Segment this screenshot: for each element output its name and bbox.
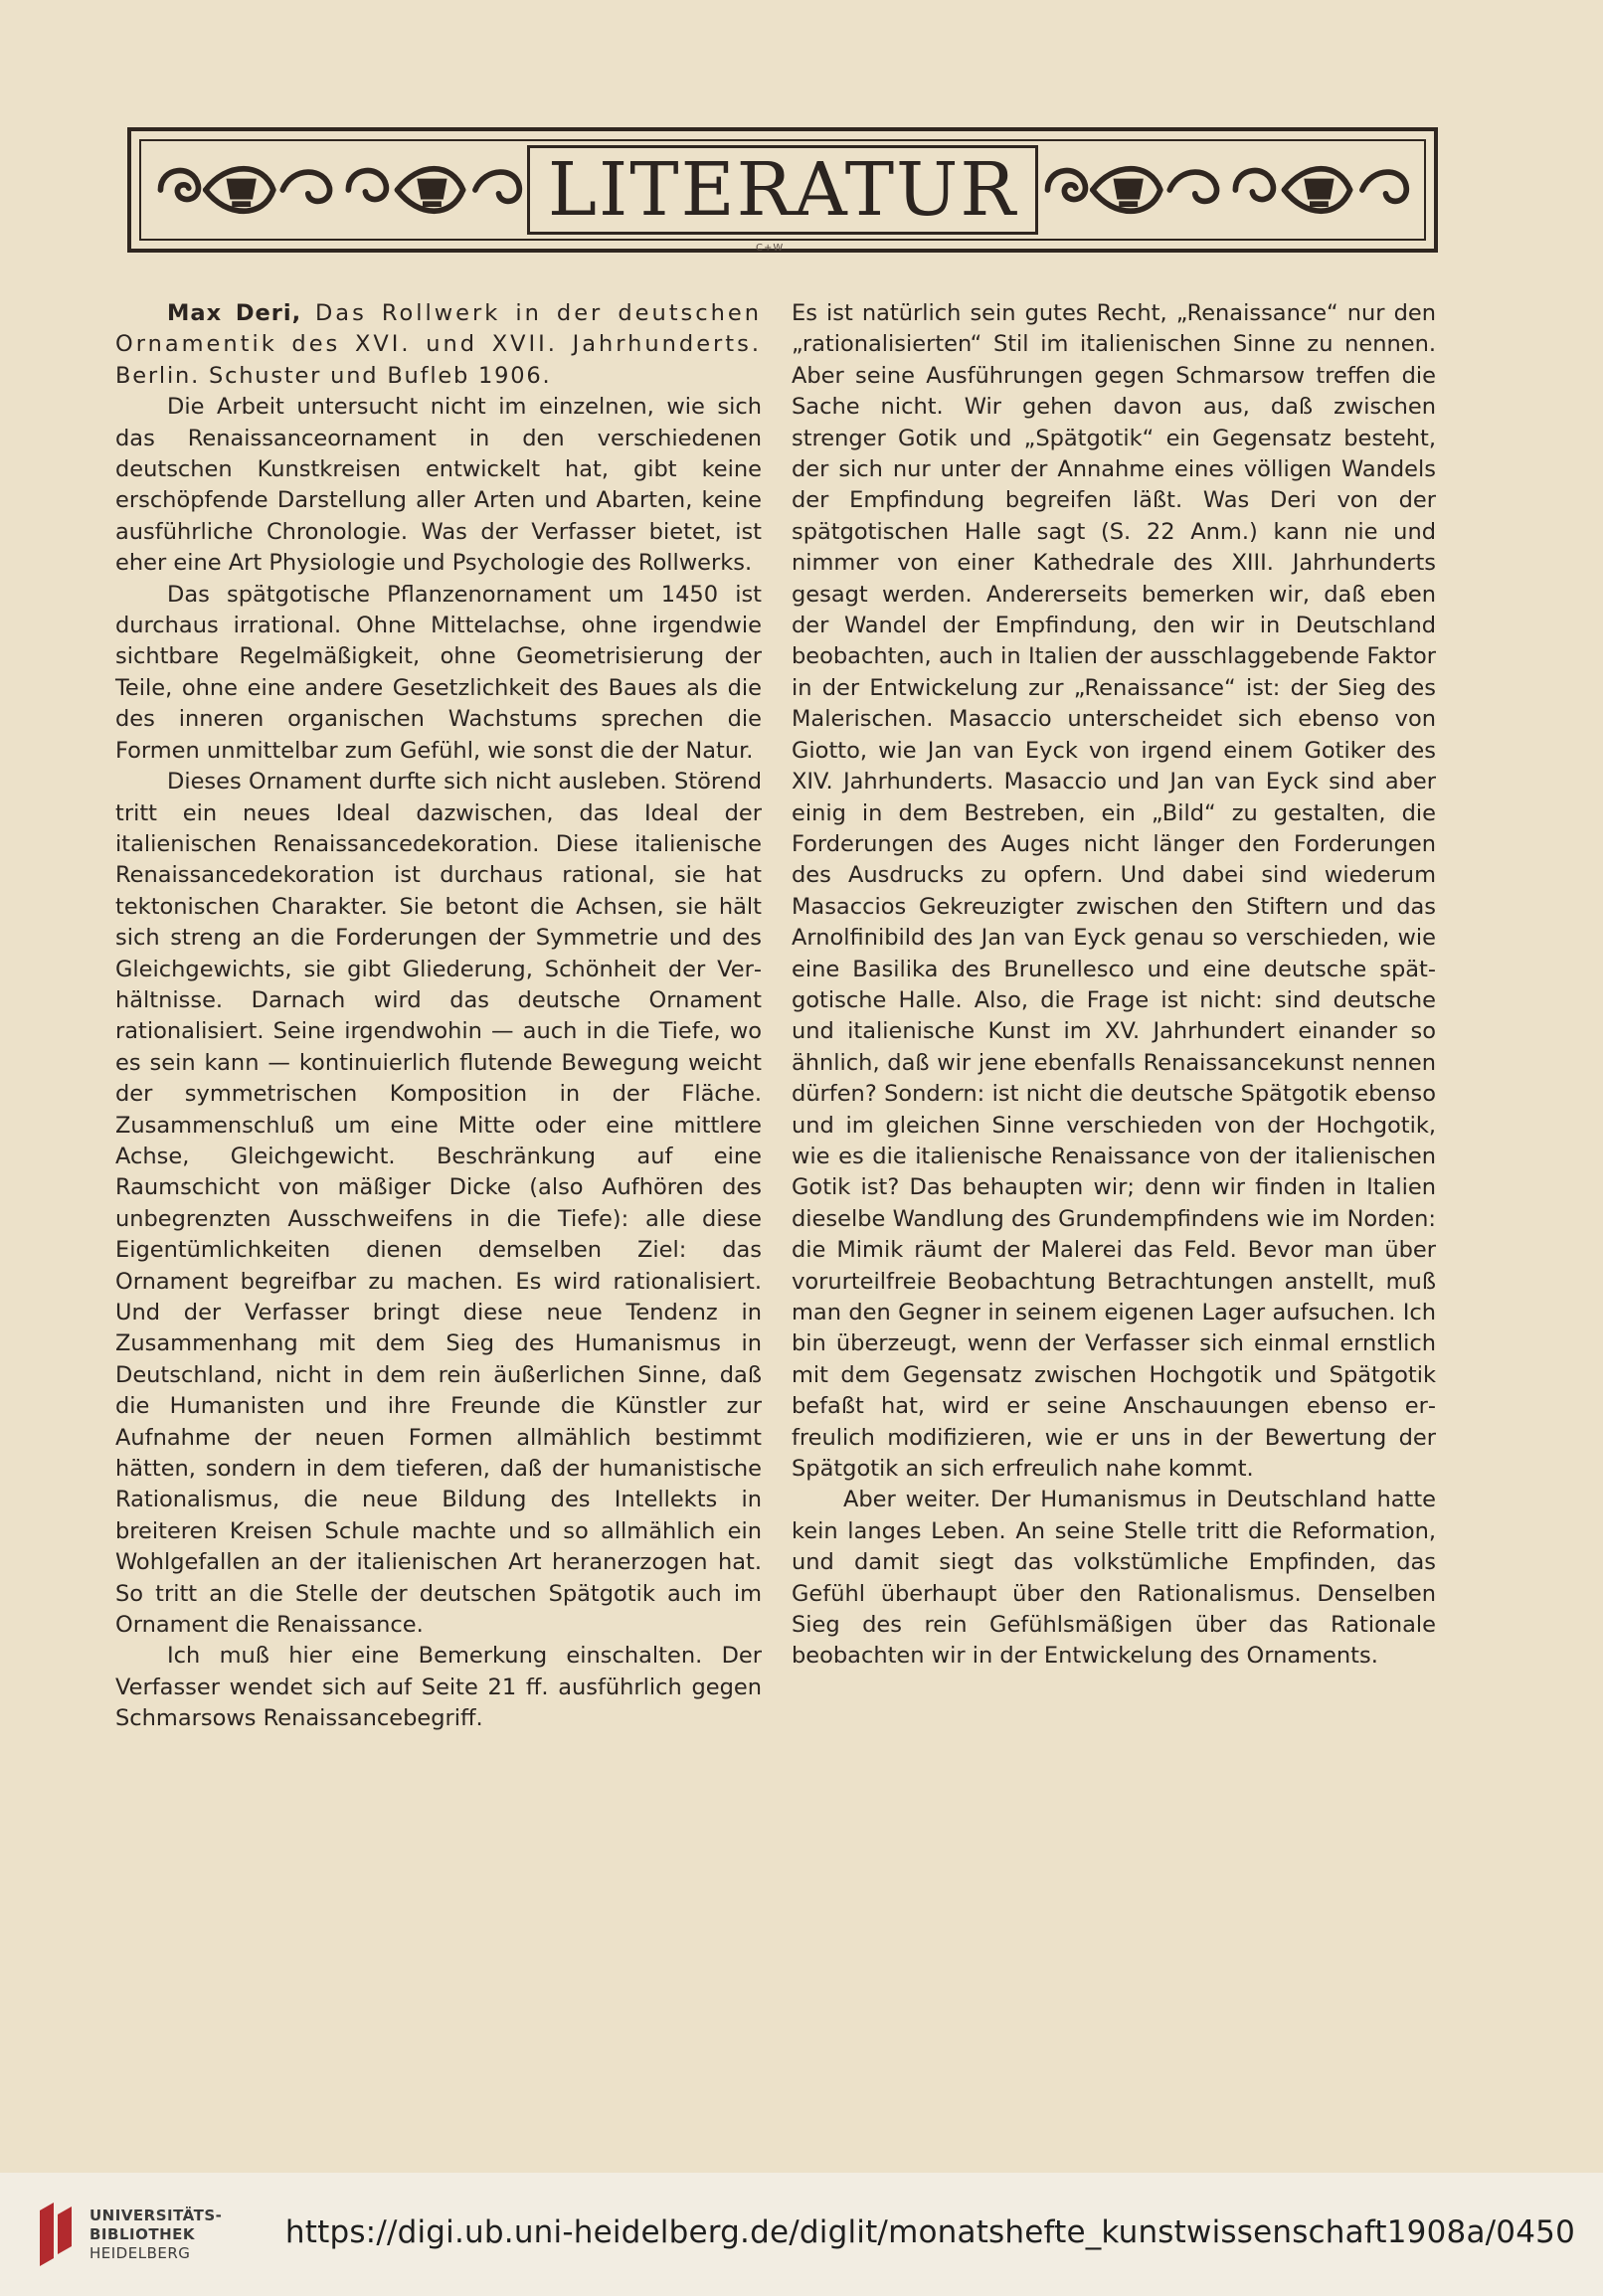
left-paragraph: Ich muß hier eine Bemerkung einschalten. Der Verfasser wendet sich auf Seite 21 ff. ausführlich gegen Schmarsows Renaissancebegriff. [115, 1643, 762, 1732]
left-paragraph: Dieses Ornament durfte sich nicht ausleben. Störend tritt ein neues Ideal dazwischen, das Ideal der italienischen Renaissancedekoration. Diese italienische Renaissancedekoration ist durchaus rational, sie hat tektonischen Charakter. Sie betont die Achsen, sie hält sich streng an die Forderungen der Symmetrie und des Gleichgewichts, sie gibt Gliederung, Schönheit der Verhältnisse. Darnach wird das deutsche Ornament rationalisiert. Seine irgendwohin — auch in die Tiefe, wo es sein kann — kontinuierlich flutende Bewegung weicht der symmetrischen Komposition in der Fläche. Zusammenschluß um eine Mitte oder eine mittlere Achse, Gleichgewicht. Beschränkung auf eine Raumschicht von mäßiger Dicke (also Aufhören des unbegrenzten Ausschweifens in die Tiefe): alle diese Eigentümlichkeiten dienen demselben Ziel: das Ornament begreifbar zu machen. Es wird rationalisiert. Und der Verfasser bringt diese neue Tendenz in Zusammenhang mit dem Sieg des Humanismus in Deutschland, nicht in dem rein äußerlichen Sinne, daß die Humanisten und ihre Freunde die Künstler zur Aufnahme der neuen Formen allmählich bestimmt hätten, sondern in dem tieferen, daß der humanistische Rationalismus, die neue Bildung des Intellekts in breiteren Kreisen Schule machte und so allmählich ein Wohlgefallen an der italienischen Art heranerzogen hat. So tritt an die Stelle der deutschen Spätgotik auch im Ornament die Renaissance. [115, 769, 762, 1639]
library-name-line: BIBLIOTHEK [89, 2225, 195, 2243]
library-logo-icon [36, 2203, 76, 2266]
review-book-title: Das Rollwerk in der deutschen Ornamentik des XVI. und XVII. Jahrhunderts. [115, 300, 762, 358]
left-paragraph: Das spätgotische Pflanzenornament um 1450 ist durchaus irrational. Ohne Mittelachse, ohne irgendwie sichtbare Regelmäßigkeit, ohne Geometrisierung der Teile, ohne eine andere Gesetzlichkeit des Baues als die des inneren organischen Wachstums sprechen die Formen unmittelbar zum Gefühl, wie sonst die der Natur. [115, 581, 762, 764]
left-column [115, 298, 762, 1735]
page-title: LITERATUR [547, 147, 1018, 233]
banner-frame [139, 139, 1426, 241]
library-city: HEIDELBERG [89, 2244, 191, 2262]
right-column [792, 298, 1436, 1673]
review-publisher: Berlin. Schuster und Bufleb 1906. [115, 362, 552, 389]
library-name-line: UNIVERSITÄTS- [89, 2207, 223, 2224]
review-author: Max Deri, [167, 300, 302, 326]
left-ornament-icon [151, 150, 527, 230]
review-citation [115, 298, 762, 392]
right-paragraph: Aber weiter. Der Humanismus in Deutschland hatte kein langes Leben. An seine Stelle tritt die Reformation, und damit siegt das volkstümliche Empfinden, das Gefühl überhaupt über den Rationalismus. Denselben Sieg des rein Gefühlsmäßigen über das Rationale beobachten wir in der Entwickelung des Ornaments. [792, 1487, 1436, 1670]
permalink-url[interactable]: https://digi.ub.uni-heidelberg.de/diglit/monatshefte_kunstwissenschaft1908a/0450 [284, 2214, 1575, 2250]
literatur-banner [127, 127, 1438, 253]
artist-monogram: C+W [756, 243, 785, 254]
right-ornament-icon [1038, 150, 1414, 230]
banner-title-frame [527, 145, 1038, 235]
viewer-footer [0, 2173, 1603, 2296]
library-name [89, 2207, 222, 2263]
left-paragraph: Die Arbeit untersucht nicht im einzelnen, wie sich das Renaissanceornament in den verschiedenen deutschen Kunstkreisen entwickelt hat, gibt keine erschöpfende Darstellung aller Arten und Abarten, keine ausführliche Chronologie. Was der Verfasser bietet, ist eher eine Art Physiologie und Psychologie des Rollwerks. [115, 394, 762, 577]
right-paragraph: Es ist natürlich sein gutes Recht, „Renaissance“ nur den „rationalisierten“ Stil im italienischen Sinne zu nennen. Aber seine Ausführungen gegen Schmarsow treffen die Sache nicht. Wir gehen davon aus, daß zwischen strenger Gotik und „Spätgotik“ ein Gegensatz besteht, der sich nur unter der Annahme eines völligen Wandels der Empfindung begreifen läßt. Was Deri von der spätgotischen Halle sagt (S. 22 Anm.) kann nie und nimmer von einer Kathedrale des XIII. Jahrhunderts gesagt werden. Andererseits bemerken wir, daß eben der Wandel der Empfindung, den wir in Deutschland beobachten, auch in Italien der ausschlaggebende Faktor in der Entwickelung zur „Renaissance“ ist: der Sieg des Malerischen. Masaccio unterscheidet sich ebenso von Giotto, wie Jan van Eyck von irgend einem Gotiker des XIV. Jahrhunderts. Masaccio und Jan van Eyck sind aber einig in dem Bestreben, ein „Bild“ zu gestalten, die Forderungen des Auges nicht länger den Forderungen des Ausdrucks zu opfern. Und dabei sind wiederum Masaccios Gekreuzigter zwischen den Stiftern und das Arnolfinibild des Jan van Eyck genau so verschieden, wie eine Basilika des Brunellesco und eine deutsche spätgotische Halle. Also, die Frage ist nicht: sind deutsche und italienische Kunst im XV. Jahrhundert einander so ähnlich, daß wir jene ebenfalls Renaissancekunst nennen dürfen? Sondern: ist nicht die deutsche Spätgotik ebenso und im gleichen Sinne verschieden von der Hochgotik, wie es die italienische Renaissance von der italienischen Gotik ist? Das behaupten wir; denn wir finden in Italien dieselbe Wandlung des Grundempfindens wie im Norden: die Mimik räumt der Malerei das Feld. Bevor man über vorurteilfreie Beobachtung Betrachtungen anstellt, muß man den Gegner in seinem eigenen Lager aufsuchen. Ich bin überzeugt, wenn der Verfasser sich einmal ernstlich mit dem Gegensatz zwischen Hochgotik und Spätgotik befaßt hat, wird er seine Anschauungen ebenso erfreulich modifizieren, wie er uns in der Bewertung der Spätgotik an sich erfreulich nahe kommt. [792, 300, 1436, 1483]
